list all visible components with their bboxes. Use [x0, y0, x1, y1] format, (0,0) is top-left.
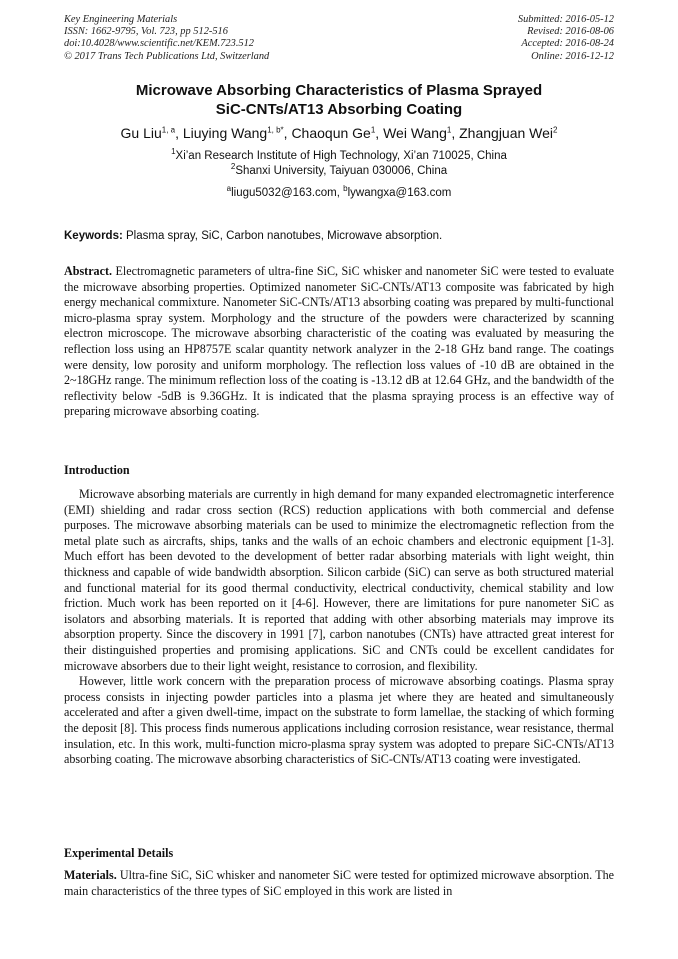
journal-header-right — [518, 14, 614, 63]
paper-title — [0, 81, 678, 119]
abstract-text: Electromagnetic parameters of ultra-fine SiC, SiC whisker and nanometer SiC were tested to evaluate the microwave absorbing properties. Optimized nanometer SiC-CNTs/AT13 composite was fabricated by high energy mechanical commixture. Nanometer SiC-CNTs/AT13 absorbing coating was prepared by multi-functional micro-plasma spray system. Morphology and the structure of the powders were characterized by scanning electron microscope. The microwave absorbing characteristic of the coating was evaluated by measuring the reflection loss using an HP8757E scalar quantity network analyzer in the 2-18 GHz band range. The coatings were density, low porosity and uniform morphology. The reflection loss values of -10 dB are obtained in the 2~18GHz range. The minimum reflection loss of the coating is -13.12 dB at 12.64 GHz, and the bandwidth of the reflectivity below -5dB is 9.36GHz. It is indicated that the plasma spraying process is an effective way of preparing microwave absorbing coating. — [64, 264, 614, 419]
author-superscript: 1, b* — [267, 125, 284, 135]
copyright-line: © 2017 Trans Tech Publications Ltd, Switzerland — [64, 50, 270, 62]
keywords-text: Plasma spray, SiC, Carbon nanotubes, Microwave absorption. — [122, 230, 443, 242]
keywords-label: Keywords: — [64, 230, 123, 242]
introduction-body — [64, 487, 614, 768]
accepted-date: Accepted: 2016-08-24 — [521, 38, 614, 50]
author-superscript: 1 — [370, 125, 376, 135]
abstract-label: Abstract. — [64, 264, 113, 278]
affiliation-text: Xi’an Research Institute of High Technology, Xi’an 710025, China — [175, 150, 507, 162]
introduction-heading: Introduction — [64, 463, 130, 477]
revised-date: Revised: 2016-08-06 — [527, 26, 614, 38]
affiliation-text: Shanxi University, Taiyuan 030006, China — [235, 165, 448, 177]
author-superscript: 2 — [553, 125, 558, 135]
affiliation-superscript: 2 — [230, 162, 236, 172]
author-name: Liuying Wang — [182, 125, 268, 141]
materials-paragraph — [64, 868, 614, 899]
online-date: Online: 2016-12-12 — [531, 50, 614, 62]
abstract — [64, 264, 614, 420]
email-superscript: b — [343, 184, 348, 194]
author-emails: $^a$liugu5032@163.com, $^b$lywangxa@163.com — [226, 184, 452, 199]
author-name: Chaoqun Ge — [291, 125, 371, 141]
journal-header-left — [64, 14, 269, 63]
doi-line[interactable]: doi:10.4028/www.scientific.net/KEM.723.512 — [64, 38, 254, 50]
introduction-paragraph-2: However, little work concern with the preparation process of microwave absorbing coatings. Plasma spray process consists in injecting powder particles into a plasma jet where they are heated and simultaneously accelerated and after a given dwell-time, impact on the substrate to form lamellae, the stacking of which forming the deposit [8]. This process finds numerous applications including corrosion resistance, wear resistance, thermal insulation, etc. In this work, multi-function micro-plasma spray system was adopted to prepare SiC-CNTs/AT13 absorbing coating. The microwave absorbing characteristics of SiC-CNTs/AT13 coating were investigated. — [64, 674, 614, 767]
email-address[interactable]: liugu5032@163.com — [231, 187, 337, 199]
author-name: Zhangjuan Wei — [459, 125, 554, 141]
affiliations — [0, 149, 678, 179]
email-superscript: a — [226, 184, 232, 194]
experimental-heading: Experimental Details — [64, 846, 174, 860]
author-superscript: 1, a — [161, 125, 176, 135]
materials-label: Materials. — [64, 868, 117, 882]
author-name: Wei Wang — [383, 125, 447, 141]
affiliation-line — [0, 149, 678, 164]
keywords — [64, 229, 614, 244]
journal-name: Key Engineering Materials — [64, 14, 178, 25]
submitted-date: Submitted: 2016-05-12 — [517, 14, 614, 25]
affiliation-superscript: 1 — [171, 147, 176, 157]
introduction-paragraph-1: Microwave absorbing materials are currently in high demand for many expanded electromagnetic interference (EMI) shielding and radar cross section (RCS) reduction applications with both commercial and defense purposes. The microwave absorbing materials can be used to minimize the electromagnetic reflection from the metal plate such as aircrafts, ships, tanks and the walls of an echoic chambers and electronic equipment [1-3]. Much effort has been devoted to the development of better radar absorbing materials with light weight, thin thickness and capable of wide bandwidth absorption. Silicon carbide (SiC) can serve as both structured material and functional material for its good thermal conductivity, electrical conductivity, chemical stability and low friction. Much work has been reported on it [4-6]. However, there are limitations for pure nanometer SiC as isolators and absorbing materials. It is reported that adding with other absorbing materials may improve its absorption property. Since the discovery in 1991 [7], carbon nanotubes (CNTs) have attracted great interest for their distinguished properties and promising applications. SiC and CNTs could be excellent candidates for microwave absorbers due to their light weight, resistance to corrosion, and flexibility. — [64, 487, 614, 673]
email-address[interactable]: lywangxa@163.com — [347, 187, 452, 199]
issn-line: ISSN: 1662-9795, Vol. 723, pp 512-516 — [64, 26, 228, 38]
affiliation-line — [0, 164, 678, 179]
title-line-1: Microwave Absorbing Characteristics of Plasma Sprayed — [135, 82, 543, 99]
author-list: Gu Liu$^{1, a}$, Liuying Wang$^{1, b*}$, Chaoqun Ge$^1$, Wei Wang$^1$, Zhangjuan Wei$^2$ — [120, 125, 558, 141]
author-name: Gu Liu — [120, 125, 162, 141]
title-line-2: SiC-CNTs/AT13 Absorbing Coating — [215, 101, 463, 118]
author-superscript: 1 — [446, 125, 452, 135]
materials-text: Ultra-fine SiC, SiC whisker and nanometer SiC were tested for optimized microwave absorption. The main characteristics of the three types of SiC employed in this work are listed in — [64, 868, 614, 898]
